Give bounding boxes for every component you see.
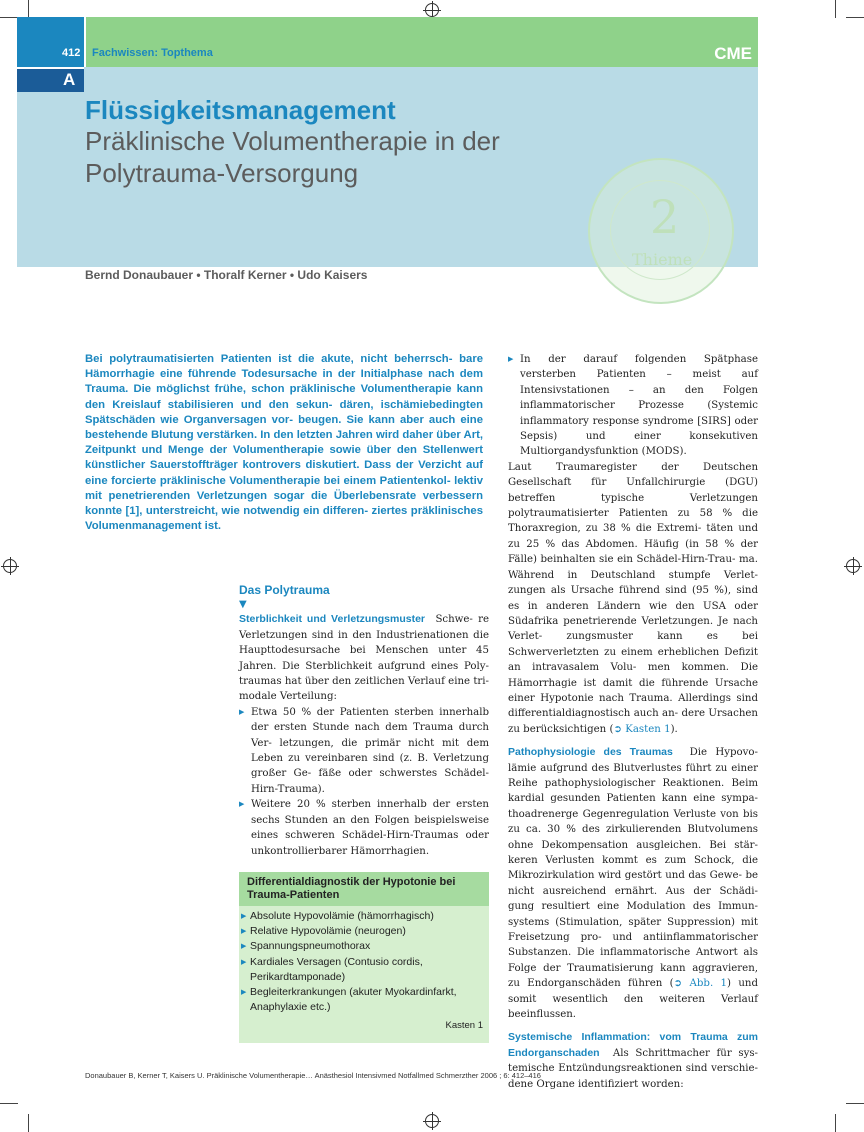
crop-mark xyxy=(835,0,836,18)
paragraph-text: ). xyxy=(670,723,678,735)
reference-link-kasten[interactable]: ➲ Kasten 1 xyxy=(613,723,671,735)
mortality-list xyxy=(239,705,489,859)
late-phase-list xyxy=(508,352,758,460)
registration-mark xyxy=(425,3,439,17)
crop-mark xyxy=(0,17,18,18)
list-item: ▶ Weitere 20 % sterben innerhalb der ersten sechs Stunden an den Folgen beispielsweise eines schweren Schädel-Hirn-Traumas oder unkontrollierbarer Hämorrhagien. xyxy=(239,797,489,859)
middle-column xyxy=(239,583,489,859)
crop-mark xyxy=(846,1103,864,1104)
cme-badge: CME xyxy=(714,44,752,63)
reference-link-figure[interactable]: ➲ Abb. 1 xyxy=(673,978,728,990)
article-title: Flüssigkeitsmanagement xyxy=(85,95,396,125)
list-item: ▶ Begleiterkrankungen (akuter Myokardinfarkt, Anaphylaxie etc.) xyxy=(241,985,483,1015)
registration-mark xyxy=(846,559,860,573)
seal-number: 2 xyxy=(650,190,680,244)
list-item: ▶ In der darauf folgenden Spätphase versterben Patienten – meist auf Intensivstationen – an den Folgen inflammatorischer Prozesse (Systemic inflammatory response syndrome [SIRS] oder Sepsis) und einer konsekutiven Multiorgandysfunktion (MODS). xyxy=(508,352,758,460)
right-column xyxy=(508,352,758,1092)
paragraph-text: Als Schrittmacher für sys- temische Entzündungsreaktionen sind verschie- dene Organe identifiziert worden: xyxy=(508,1047,758,1090)
runin-heading: Systemische Inflammation: vom Trauma zum Endorganschaden xyxy=(508,1031,758,1059)
paragraph-inflammation xyxy=(508,1030,758,1092)
info-box-kasten-1 xyxy=(239,872,489,1043)
paragraph-mortality xyxy=(239,612,489,704)
registration-mark xyxy=(425,1114,439,1128)
paragraph-text: Schwe- re Verletzungen sind in den Industrienationen die Haupttodesursache bei Menschen unter 45 Jahren. Die Sterblichkeit aufgrund eines Poly- traumas hat über den zeitlichen Verlauf eine tri- modale Verteilung: xyxy=(239,614,489,703)
abstract: Bei polytraumatisierten Patienten ist die akute, nicht beherrsch- bare Hämorrhagie eine führende Todesursache in der Initialphase nach dem Trauma. Die möglichst frühe, schon präklinische Volumentherapie kann den Kreislauf stabilisieren und den sekun- dären, ischämiebedingten Spätschäden wie Organversagen vor- beugen. Sie kann aber auch eine bestehende Blutung verstärken. In den letzten Jahren wird daher über Art, Zeitpunkt und Menge der Volumentherapie sowie über den Stellenwert künstlicher Sauerstoffträger kontrovers diskutiert. Dass der Verzicht auf eine forcierte präklinische Volumentherapie bei einem Patientenkol- lektiv mit penetrierenden Verletzungen sogar die Überlebensrate verbessern konnte [1], unterstreicht, wie notwendig ein differen- ziertes präklinisches Volumenmanagement ist. xyxy=(85,353,483,533)
article-subtitle: Präklinische Volumentherapie in der Polytrauma-Versorgung xyxy=(85,126,500,188)
paragraph-pathophysiology xyxy=(508,745,758,1022)
paragraph-text: Laut Traumaregister der Deutschen Gesellschaft für Unfallchirurgie (DGU) betreffen typische Verletzungen polytraumatisierter Patienten zu 58 % die Thoraxregion, zu 38 % die Extremi- täten und zu 25 % das Abdomen. Häufig (in 58 % der Fälle) beinhalten sie ein Schädel-Hirn-Trau- ma. Während in Deutschland stumpfe Verlet- zungen als Ursache führend sind (95 %), sind es in anderen Ländern wie den USA oder Südafrika penetrierende Verletzungen. Je nach Verlet- zungsmuster kann es bei Schwerverletzten zu einem erheblichen Defizit an intravasalem Volu- men kommen. Die Hämorrhagie ist damit die führende Ursache einer Hypotonie nach Trauma. Allerdings sind differentialdiagnostisch auch an- dere Ursachen zu berücksichtigen ( xyxy=(508,461,758,735)
part-letter: A xyxy=(63,70,76,89)
runin-heading: Pathophysiologie des Traumas xyxy=(508,746,673,759)
crop-mark xyxy=(846,17,864,18)
section-title-polytrauma: Das Polytrauma xyxy=(239,583,330,597)
section-arrow-icon: ▼ xyxy=(239,599,247,611)
spacer xyxy=(508,737,758,745)
list-item: ▶ Kardiales Versagen (Contusio cordis, Perikardtamponade) xyxy=(241,955,483,985)
crop-mark xyxy=(28,1114,29,1132)
list-item: ▶ Spannungspneumothorax xyxy=(241,939,483,954)
info-box-label: Kasten 1 xyxy=(445,1020,483,1031)
seal-brand: Thieme xyxy=(632,250,693,269)
authors: Bernd Donaubauer • Thoralf Kerner • Udo Kaisers xyxy=(85,268,368,282)
runin-heading: Sterblichkeit und Verletzungsmuster xyxy=(239,613,425,626)
crop-mark xyxy=(0,1103,18,1104)
section-label: Fachwissen: Topthema xyxy=(92,47,213,59)
paragraph-text: Die Hypovo- lämie aufgrund des Blutverlustes führt zu einer Reihe pathophysiologischer Reaktionen. Beim kardial gesunden Patienten kann eine sympa- thoadrenerge Gegenregulation Verluste von bis zu ca. 30 % des zirkulierenden Blutvolumens ohne Dekompensation ausgleichen. Bei stär- keren Verlusten kommt es zum Schock, die Mikrozirkulation wird gestört und das Gewe- be nicht ausreichend ernährt. Aus der Schädi- gung resultiert eine Modulation des Immun- systems (Stimulation, später Suppression) mit Freisetzung pro- und antiinflammatorischer Substanzen. Die inflammatorische Antwort als Folge der Traumatisierung kann aggravieren, zu Endorganschäden führen ( xyxy=(508,747,758,990)
cme-certification-seal xyxy=(588,158,734,304)
list-item: ▶ Relative Hypovolämie (neurogen) xyxy=(241,924,483,939)
registration-mark xyxy=(3,559,17,573)
crop-mark xyxy=(28,0,29,18)
info-box-title: Differentialdiagnostik der Hypotonie bei Trauma-Patienten xyxy=(239,872,489,906)
header-bar xyxy=(86,17,758,67)
list-item: ▶ Etwa 50 % der Patienten sterben innerhalb der ersten Stunde nach dem Trauma durch Ver- letzungen, die primär nicht mit dem Leben zu vereinbaren sind (z. B. Verletzung großer Ge- fäße oder schwerstes Schädel-Hirn-Trauma). xyxy=(239,705,489,797)
info-box-list xyxy=(239,909,489,1015)
paragraph-trauma-register xyxy=(508,460,758,737)
citation-footer: Donaubauer B, Kerner T, Kaisers U. Präklinische Volumentherapie… Anästhesiol Intensivmed Notfallmed Schmerzther 2006 ; 6: 412–416 xyxy=(85,1071,541,1080)
list-item: ▶ Absolute Hypovolämie (hämorrhagisch) xyxy=(241,909,483,924)
page-number: 412 xyxy=(62,47,81,59)
paragraph-text: ) und somit wesentlich den weiteren Verlauf beeinflussen. xyxy=(508,978,758,1021)
crop-mark xyxy=(835,1114,836,1132)
header-page-block xyxy=(17,17,84,67)
spacer xyxy=(508,1022,758,1030)
